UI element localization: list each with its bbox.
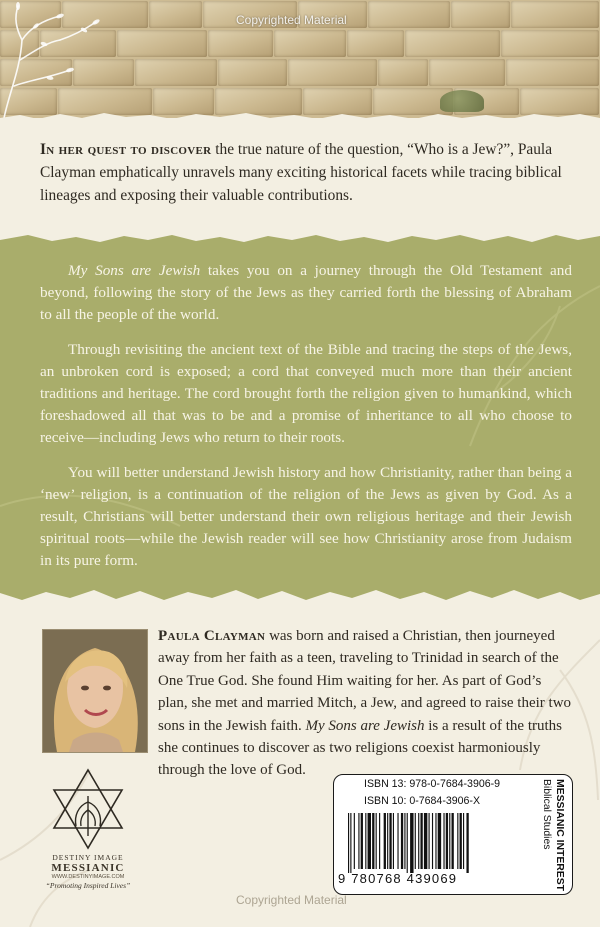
torn-edge-top <box>0 106 600 128</box>
author-bio-text-1: was born and raised a Christian, then journeyed away from her faith as a teen, traveling to Trinidad in search of the One True God. She found Him waiting for her. As part of God’s plan, she met and married Mitch, a Jew, and agreed to raise their two sons in the Jewish faith. <box>158 628 572 734</box>
author-bio-text-2: is a result of the truths she continues to discover as two religions coexist harmoniously through the love of God. <box>158 717 562 779</box>
intro-paragraph <box>40 138 570 207</box>
description-p1-text: takes you on a journey through the Old Testament and beyond, following the story of the Jews as they carried forth the blessing of Abraham to all the people of the world. <box>40 262 572 324</box>
publisher-url: WWW.DESTINYIMAGE.COM <box>51 874 125 880</box>
star-of-david-icon <box>48 766 128 852</box>
tree-branch-icon <box>0 0 110 118</box>
barcode-digits: 9 780768 439069 <box>338 871 458 886</box>
publisher-imprint: MESSIANIC <box>51 862 125 874</box>
description-text <box>40 260 572 585</box>
publisher-tagline: “Promoting Inspired Lives” <box>45 881 131 890</box>
category-label <box>537 779 567 891</box>
intro-text: the true nature of the question, “Who is a Jew?”, Paula Clayman emphatically unravels many exciting historical facets while tracing biblical lineages and exposing their valuable contributions. <box>40 141 562 204</box>
category-main: MESSIANIC INTEREST <box>554 779 565 891</box>
description-paragraph-2: Through revisiting the ancient text of the Bible and tracing the steps of the Jews, an unbroken cord is exposed; a cord that conveyed much more than their ancient traditions and heritage. The cord brought forth the religion given to humankind, which foreshadowed all that was to be and a promise of inheritance to all who choose to receive—including Jews who return to their roots. <box>40 340 572 447</box>
description-paragraph-1 <box>40 260 572 327</box>
barcode <box>348 813 526 873</box>
author-bio <box>158 625 572 782</box>
intro-lead: In her quest to discover <box>40 141 212 158</box>
watermark-bottom: Copyrighted Material <box>236 893 347 907</box>
isbn-13: ISBN 13: 978-0-7684-3906-9 <box>364 778 501 790</box>
author-name: Paula Clayman <box>158 628 266 644</box>
description-band <box>0 226 600 612</box>
author-photo <box>42 629 148 753</box>
watermark-top: Copyrighted Material <box>236 13 347 27</box>
book-title: My Sons are Jewish <box>68 262 201 279</box>
author-bio-book-title: My Sons are Jewish <box>305 717 425 734</box>
isbn-10: ISBN 10: 0-7684-3906-X <box>364 795 481 807</box>
barcode-box <box>333 774 573 895</box>
publisher-logo <box>38 766 138 896</box>
description-paragraph-3: You will better understand Jewish history and how Christianity, rather than being a ‘new’ religion, is a continuation of the religion of the Jews as given by God. As a result, Christians will better understand their own religious heritage and their Jewish spiritual roots—while the Jewish reader will see how Christianity arose from Judaism in its pure form. <box>40 463 572 570</box>
publisher-name: DESTINY IMAGE <box>52 853 124 862</box>
category-sub: Biblical Studies <box>541 779 552 850</box>
wall-photo <box>0 0 600 118</box>
